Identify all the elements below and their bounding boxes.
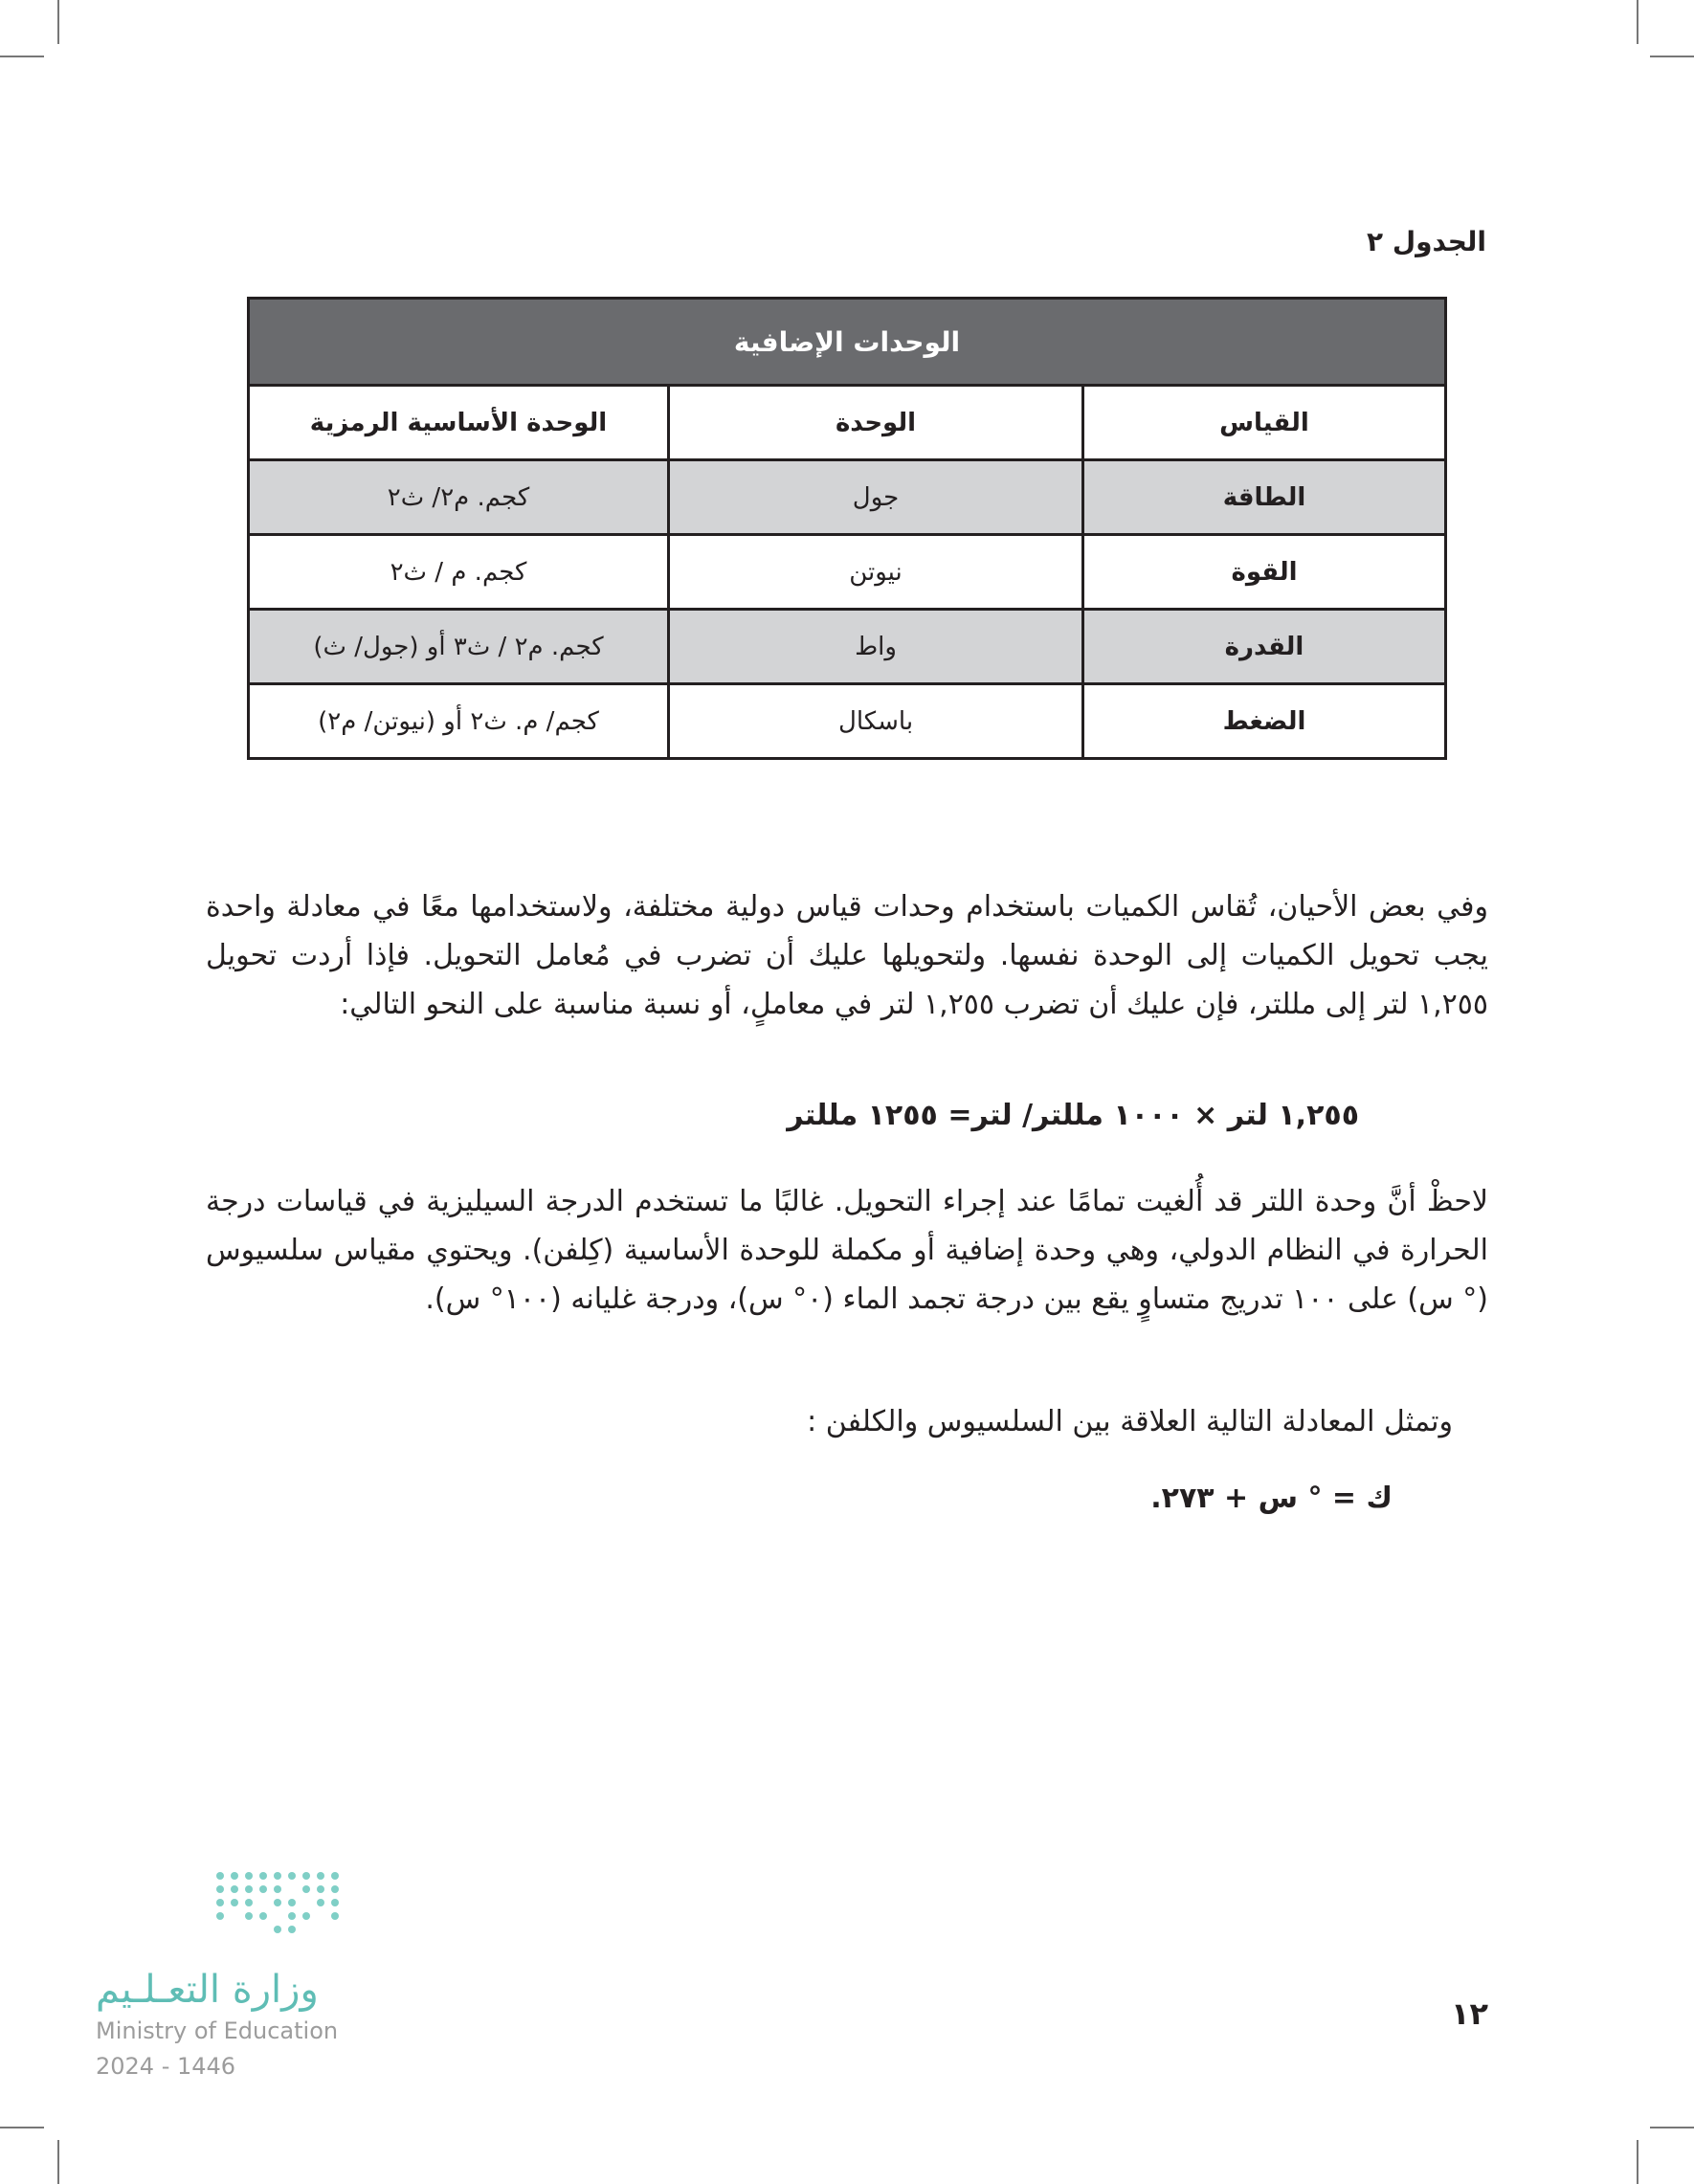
- table-row: [249, 460, 1446, 535]
- column-header-base-unit: الوحدة الأساسية الرمزية: [249, 386, 669, 460]
- crop-mark: [1637, 0, 1638, 44]
- cell-measure: القوة: [1083, 535, 1446, 610]
- cell-unit: جول: [669, 460, 1083, 535]
- crop-mark: [57, 0, 59, 44]
- table-caption: الجدول ٢: [1366, 226, 1486, 257]
- cell-unit: نيوتن: [669, 535, 1083, 610]
- paragraph-unit-conversion: وفي بعض الأحيان، تُقاس الكميات باستخدام وحدات قياس دولية مختلفة، ولاستخدامها معًا في معادلة واحدة يجب تحويل الكميات إلى الوحدة نفسها. ولتحويلها عليك أن تضرب في مُعامل التحويل. فإذا أردت تحويل ١,٢٥٥ لتر إلى مللتر، فإن عليك أن تضرب ١,٢٥٥ لتر في معاملٍ، أو نسبة مناسبة على النحو التالي:: [206, 890, 1488, 1021]
- crop-mark: [0, 2127, 44, 2128]
- cell-unit: باسكال: [669, 684, 1083, 759]
- table-row: [249, 610, 1446, 684]
- page-number: ١٢: [1450, 1995, 1488, 2032]
- cell-unit: واط: [669, 610, 1083, 684]
- table-title: الوحدات الإضافية: [249, 299, 1446, 386]
- crop-mark: [1650, 56, 1694, 57]
- crop-mark: [0, 56, 44, 57]
- ministry-name-arabic: وزارة التعـلـيم: [96, 1968, 319, 2012]
- table-row: [249, 684, 1446, 759]
- crop-mark: [1637, 2140, 1638, 2184]
- paragraph-relation: وتمثل المعادلة التالية العلاقة بين السلسيوس والكلفن :: [807, 1405, 1453, 1438]
- cell-base-unit: كجم/ م. ث٢ أو (نيوتن/ م٢): [249, 684, 669, 759]
- cell-base-unit: كجم. م / ث٢: [249, 535, 669, 610]
- ministry-year: 2024 - 1446: [96, 2053, 236, 2080]
- cell-base-unit: كجم. م٢ / ث٣ أو (جول/ ث): [249, 610, 669, 684]
- conversion-equation: ١,٢٥٥ لتر × ١٠٠٠ مللتر/ لتر= ١٢٥٥ مللتر: [787, 1099, 1359, 1132]
- table-row: [249, 535, 1446, 610]
- crop-mark: [57, 2140, 59, 2184]
- kelvin-equation: ك = ° س + ٢٧٣.: [1150, 1482, 1393, 1515]
- cell-measure: الضغط: [1083, 684, 1446, 759]
- cell-base-unit: كجم. م٢/ ث٢: [249, 460, 669, 535]
- paragraph-celsius: لاحظْ أنَّ وحدة اللتر قد أُلغيت تمامًا عند إجراء التحويل. غالبًا ما تستخدم الدرجة السيليزية في قياسات درجة الحرارة في النظام الدولي، وهي وحدة إضافية أو مكملة للوحدة الأساسية (كِلفن). ويحتوي مقياس سلسيوس (° س) على ١٠٠ تدريج متساوٍ يقع بين درجة تجمد الماء (٠° س)، ودرجة غليانه (١٠٠° س).: [206, 1185, 1488, 1316]
- crop-mark: [1650, 2127, 1694, 2128]
- units-table: [247, 297, 1447, 760]
- ministry-name-english: Ministry of Education: [96, 2017, 339, 2044]
- column-header-unit: الوحدة: [669, 386, 1083, 460]
- column-header-measure: القياس: [1083, 386, 1446, 460]
- cell-measure: القدرة: [1083, 610, 1446, 684]
- cell-measure: الطاقة: [1083, 460, 1446, 535]
- ministry-logo-icon: [96, 1866, 345, 1962]
